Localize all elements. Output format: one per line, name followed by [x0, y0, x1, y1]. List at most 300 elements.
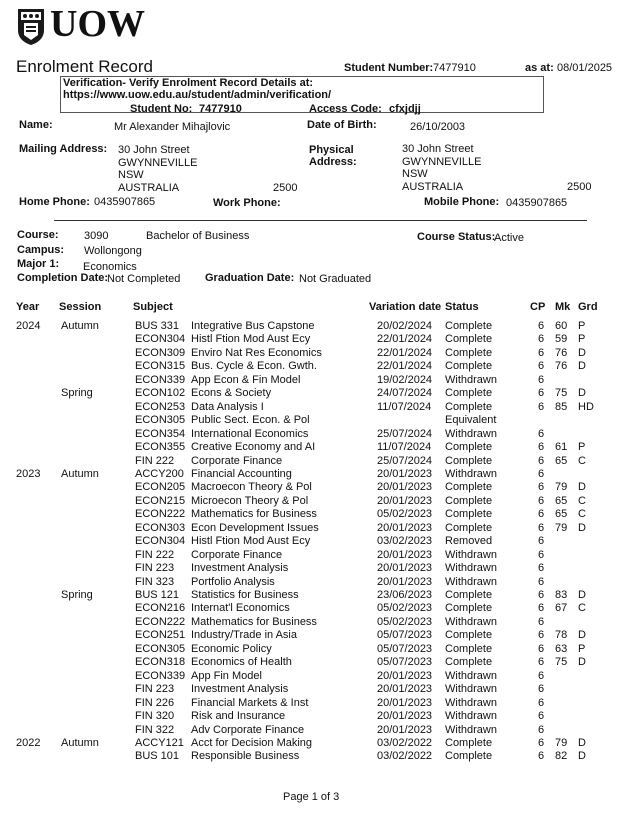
- cell-status: Complete: [445, 360, 493, 373]
- cell-grade: D: [578, 360, 586, 373]
- cell-variation-date: 20/01/2023: [377, 683, 433, 696]
- cell-status: Complete: [445, 656, 493, 669]
- cell-cp: 6: [538, 467, 545, 480]
- cell-subject-code: ECON216: [135, 602, 186, 615]
- table-row: [0, 589, 641, 602]
- header-subject: Subject: [133, 301, 173, 313]
- dob-value: 26/10/2003: [410, 121, 466, 133]
- cell-cp: 6: [538, 602, 545, 615]
- cell-cp: 6: [538, 750, 545, 763]
- cell-subject-code: ECON339: [135, 669, 186, 682]
- cell-cp: 6: [538, 441, 545, 454]
- cell-mark: 79: [555, 736, 568, 749]
- course-name: Bachelor of Business: [146, 230, 250, 242]
- home-phone-label: Home Phone:: [19, 196, 90, 208]
- cell-subject-code: ACCY200: [135, 467, 184, 480]
- cell-cp: 6: [538, 696, 545, 709]
- cell-mark: 65: [555, 494, 568, 507]
- cell-subject-name: Mathematics for Business: [191, 508, 317, 521]
- cell-status: Complete: [445, 642, 493, 655]
- completion-date-value: Not Completed: [107, 273, 181, 285]
- table-row: [0, 535, 641, 548]
- cell-variation-date: 20/01/2023: [377, 521, 433, 534]
- cell-subject-name: Histl Ftion Mod Aust Ecy: [191, 535, 311, 548]
- cell-subject-code: ECON253: [135, 400, 186, 413]
- cell-cp: 6: [538, 494, 545, 507]
- completion-date-label: Completion Date:: [17, 272, 109, 284]
- cell-cp: 6: [538, 481, 545, 494]
- cell-mark: 79: [555, 481, 568, 494]
- campus-value: Wollongong: [84, 245, 142, 257]
- cell-variation-date: 20/01/2023: [377, 723, 433, 736]
- cell-subject-code: ECON318: [135, 656, 186, 669]
- graduation-date-value: Not Graduated: [299, 273, 372, 285]
- cell-cp: 6: [538, 642, 545, 655]
- cell-grade: D: [578, 629, 586, 642]
- cell-cp: 6: [538, 535, 545, 548]
- cell-status: Complete: [445, 521, 493, 534]
- cell-variation-date: 05/07/2023: [377, 629, 433, 642]
- cell-subject-code: ECON355: [135, 441, 186, 454]
- cell-subject-code: ECON305: [135, 414, 186, 427]
- cell-subject-code: ECON304: [135, 333, 186, 346]
- cell-variation-date: 24/07/2024: [377, 387, 433, 400]
- table-row: [0, 481, 641, 494]
- cell-variation-date: 20/01/2023: [377, 467, 433, 480]
- cell-grade: D: [578, 656, 586, 669]
- cell-mark: 82: [555, 750, 568, 763]
- cell-variation-date: 25/07/2024: [377, 454, 433, 467]
- cell-subject-name: Public Sect. Econ. & Pol: [191, 414, 310, 427]
- cell-status: Complete: [445, 750, 493, 763]
- table-row: [0, 387, 641, 400]
- table-row: [0, 737, 641, 750]
- physical-address-label-2: Address:: [309, 156, 357, 168]
- cell-status: Withdrawn: [445, 723, 497, 736]
- cell-variation-date: 05/02/2023: [377, 602, 433, 615]
- cell-cp: 6: [538, 508, 545, 521]
- cell-subject-code: FIN 322: [135, 723, 175, 736]
- cell-session: Spring: [61, 387, 93, 400]
- cell-cp: 6: [538, 320, 545, 332]
- major-value: Economics: [83, 261, 137, 273]
- cell-subject-name: Bus. Cycle & Econ. Gwth.: [191, 360, 317, 373]
- cell-session: Autumn: [61, 467, 99, 480]
- cell-grade: P: [578, 320, 586, 332]
- cell-status: Complete: [445, 346, 493, 359]
- cell-subject-code: ECON303: [135, 521, 186, 534]
- cell-subject-name: Econs & Society: [191, 387, 272, 400]
- table-row: [0, 602, 641, 615]
- cell-grade: C: [578, 454, 586, 467]
- cell-cp: 6: [538, 615, 545, 628]
- cell-status: Removed: [445, 535, 493, 548]
- cell-subject-name: Investment Analysis: [191, 562, 289, 575]
- cell-subject-name: Statistics for Business: [191, 589, 299, 601]
- cell-mark: 78: [555, 629, 568, 642]
- table-row: [0, 522, 641, 535]
- cell-status: Complete: [445, 589, 493, 601]
- name-label: Name:: [19, 119, 53, 131]
- cell-cp: 6: [538, 683, 545, 696]
- cell-status: Complete: [445, 320, 493, 332]
- cell-status: Withdrawn: [445, 710, 497, 723]
- cell-subject-name: Histl Ftion Mod Aust Ecy: [191, 333, 311, 346]
- as-at-value: 08/01/2025: [557, 62, 613, 74]
- cell-subject-code: BUS 331: [135, 320, 180, 332]
- cell-status: Withdrawn: [445, 669, 497, 682]
- cell-status: Complete: [445, 400, 493, 413]
- cell-subject-code: ECON205: [135, 481, 186, 494]
- cell-cp: 6: [538, 333, 545, 346]
- table-row: [0, 549, 641, 562]
- cell-variation-date: 11/07/2024: [377, 400, 432, 413]
- cell-variation-date: 20/01/2023: [377, 481, 433, 494]
- cell-subject-name: Macroecon Theory & Pol: [191, 481, 312, 494]
- cell-variation-date: 20/01/2023: [377, 669, 433, 682]
- table-row: [0, 320, 641, 333]
- verification-student-no: 7477910: [199, 103, 242, 115]
- course-status-label: Course Status:: [417, 231, 496, 243]
- cell-cp: 6: [538, 669, 545, 682]
- cell-subject-code: FIN 223: [135, 683, 175, 696]
- cell-year: 2024: [16, 320, 41, 332]
- table-row: [0, 616, 641, 629]
- cell-variation-date: 20/01/2023: [377, 548, 433, 561]
- physical-address-label: Physical: [309, 144, 354, 156]
- cell-cp: 6: [538, 589, 545, 601]
- cell-subject-code: ACCY121: [135, 736, 184, 749]
- cell-cp: 6: [538, 736, 545, 749]
- mobile-phone-label: Mobile Phone:: [424, 196, 500, 208]
- table-row: [0, 629, 641, 642]
- cell-cp: 6: [538, 360, 545, 373]
- cell-cp: 6: [538, 387, 545, 400]
- mailing-postcode: 2500: [273, 182, 298, 194]
- cell-mark: 61: [555, 441, 568, 454]
- cell-subject-code: FIN 323: [135, 575, 175, 588]
- cell-status: Withdrawn: [445, 575, 497, 588]
- cell-variation-date: 22/01/2024: [377, 360, 433, 373]
- cell-subject-name: Creative Economy and AI: [191, 441, 316, 454]
- cell-status: Complete: [445, 736, 493, 749]
- cell-variation-date: 22/01/2024: [377, 346, 433, 359]
- cell-subject-name: Economic Policy: [191, 642, 272, 655]
- home-phone-value: 0435907865: [94, 196, 156, 208]
- cell-variation-date: 05/07/2023: [377, 642, 433, 655]
- uow-logo-text: UOW: [50, 3, 145, 45]
- cell-status: Withdrawn: [445, 467, 497, 480]
- cell-subject-name: Financial Markets & Inst: [191, 696, 309, 709]
- table-row: [0, 401, 641, 414]
- verification-student-no-label: Student No:: [130, 103, 193, 115]
- cell-cp: 6: [538, 346, 545, 359]
- header-year: Year: [16, 301, 40, 313]
- cell-cp: 6: [538, 656, 545, 669]
- cell-subject-name: Responsible Business: [191, 750, 300, 763]
- cell-status: Complete: [445, 602, 493, 615]
- cell-subject-code: FIN 226: [135, 696, 175, 709]
- cell-subject-code: ECON315: [135, 360, 186, 373]
- cell-cp: 6: [538, 710, 545, 723]
- cell-status: Withdrawn: [445, 562, 497, 575]
- mailing-address-label: Mailing Address:: [19, 143, 108, 155]
- table-row: [0, 683, 641, 696]
- cell-subject-name: Microecon Theory & Pol: [191, 494, 309, 507]
- cell-year: 2022: [16, 736, 41, 749]
- verification-text: Verification- Verify Enrolment Record Details at:: [63, 77, 314, 89]
- header-grd: Grd: [578, 301, 598, 313]
- cell-mark: 75: [555, 387, 568, 400]
- cell-subject-name: Investment Analysis: [191, 683, 289, 696]
- student-number-value: 7477910: [433, 62, 476, 74]
- cell-variation-date: 23/06/2023: [377, 589, 433, 601]
- cell-status: Complete: [445, 441, 493, 454]
- cell-status: Complete: [445, 508, 493, 521]
- cell-grade: D: [578, 346, 586, 359]
- cell-grade: C: [578, 602, 586, 615]
- cell-variation-date: 05/02/2023: [377, 508, 433, 521]
- cell-variation-date: 22/01/2024: [377, 333, 433, 346]
- cell-mark: 63: [555, 642, 568, 655]
- cell-cp: 6: [538, 373, 545, 386]
- cell-subject-name: Industry/Trade in Asia: [191, 629, 297, 642]
- cell-cp: 6: [538, 629, 545, 642]
- cell-cp: 6: [538, 562, 545, 575]
- cell-mark: 79: [555, 521, 568, 534]
- work-phone-label: Work Phone:: [213, 197, 281, 209]
- name-value: Mr Alexander Mihajlovic: [114, 121, 231, 133]
- cell-cp: 6: [538, 400, 545, 413]
- cell-status: Withdrawn: [445, 548, 497, 561]
- cell-mark: 60: [555, 320, 568, 332]
- cell-status: Complete: [445, 494, 493, 507]
- cell-grade: D: [578, 481, 586, 494]
- cell-subject-code: ECON215: [135, 494, 186, 507]
- physical-line-2: GWYNNEVILLE: [402, 156, 482, 168]
- page-indicator: Page 1 of 3: [283, 791, 340, 803]
- cell-status: Withdrawn: [445, 427, 497, 440]
- mailing-line-4: AUSTRALIA: [118, 182, 180, 194]
- cell-grade: HD: [578, 400, 594, 413]
- major-label: Major 1:: [17, 258, 60, 270]
- table-row: [0, 710, 641, 723]
- cell-subject-name: Portfolio Analysis: [191, 575, 275, 588]
- cell-subject-code: ECON304: [135, 535, 186, 548]
- cell-variation-date: 20/01/2023: [377, 696, 433, 709]
- header-mk: Mk: [555, 301, 571, 313]
- page-title: Enrolment Record: [16, 57, 154, 76]
- cell-variation-date: 20/01/2023: [377, 575, 433, 588]
- header-cp: CP: [530, 301, 546, 313]
- cell-grade: C: [578, 494, 586, 507]
- header-session: Session: [59, 301, 102, 313]
- cell-subject-name: Mathematics for Business: [191, 615, 317, 628]
- verification-url[interactable]: https://www.uow.edu.au/student/admin/verification/: [63, 89, 332, 101]
- table-row: [0, 428, 641, 441]
- cell-grade: P: [578, 441, 586, 454]
- cell-mark: 59: [555, 333, 568, 346]
- cell-cp: 6: [538, 521, 545, 534]
- cell-variation-date: 20/01/2023: [377, 562, 433, 575]
- cell-mark: 65: [555, 508, 568, 521]
- cell-subject-code: FIN 320: [135, 710, 175, 723]
- table-row: [0, 333, 641, 346]
- cell-cp: 6: [538, 454, 545, 467]
- cell-cp: 6: [538, 723, 545, 736]
- cell-subject-name: Acct for Decision Making: [191, 736, 313, 749]
- physical-line-3: NSW: [402, 168, 428, 180]
- cell-subject-name: App Econ & Fin Model: [191, 373, 301, 386]
- cell-grade: D: [578, 736, 586, 749]
- table-row: [0, 360, 641, 373]
- cell-status: Complete: [445, 629, 493, 642]
- table-row: [0, 455, 641, 468]
- cell-status: Withdrawn: [445, 696, 497, 709]
- cell-subject-code: BUS 101: [135, 750, 180, 763]
- as-at-label: as at:: [525, 62, 554, 74]
- cell-mark: 76: [555, 360, 568, 373]
- course-code: 3090: [84, 230, 109, 242]
- cell-subject-name: Enviro Nat Res Economics: [191, 346, 322, 359]
- cell-session: Autumn: [61, 736, 99, 749]
- access-code-value: cfxjdjj: [389, 103, 421, 115]
- physical-line-4: AUSTRALIA: [402, 181, 464, 193]
- table-header: [0, 301, 641, 314]
- cell-grade: D: [578, 589, 586, 601]
- cell-variation-date: 25/07/2024: [377, 427, 433, 440]
- cell-subject-name: Financial Accounting: [191, 467, 292, 480]
- cell-subject-code: BUS 121: [135, 589, 180, 601]
- cell-status: Complete: [445, 333, 493, 346]
- table-row: [0, 670, 641, 683]
- cell-mark: 67: [555, 602, 568, 615]
- graduation-date-label: Graduation Date:: [205, 272, 295, 284]
- cell-subject-code: FIN 222: [135, 548, 175, 561]
- cell-subject-code: ECON305: [135, 642, 186, 655]
- dob-label: Date of Birth:: [307, 119, 377, 131]
- cell-variation-date: 11/07/2024: [377, 441, 432, 454]
- cell-subject-code: ECON251: [135, 629, 186, 642]
- mailing-line-3: NSW: [118, 169, 144, 181]
- cell-cp: 6: [538, 575, 545, 588]
- cell-subject-code: ECON102: [135, 387, 186, 400]
- cell-session: Spring: [61, 589, 93, 601]
- table-row: [0, 750, 641, 763]
- table-row: [0, 656, 641, 669]
- cell-mark: 65: [555, 454, 568, 467]
- cell-subject-name: Data Analysis I: [191, 400, 264, 413]
- cell-variation-date: 05/07/2023: [377, 656, 433, 669]
- header-variation-date: Variation date: [369, 301, 442, 313]
- cell-variation-date: 03/02/2023: [377, 535, 433, 548]
- cell-subject-name: Economics of Health: [191, 656, 292, 669]
- table-row: [0, 724, 641, 737]
- cell-status: Complete: [445, 481, 493, 494]
- cell-status: Withdrawn: [445, 373, 497, 386]
- student-number-label: Student Number:: [344, 62, 434, 74]
- cell-cp: 6: [538, 427, 545, 440]
- divider: [54, 220, 587, 221]
- access-code-label: Access Code:: [309, 103, 382, 115]
- cell-subject-name: Adv Corporate Finance: [191, 723, 305, 736]
- cell-variation-date: 20/01/2023: [377, 710, 433, 723]
- cell-cp: 6: [538, 548, 545, 561]
- cell-subject-name: Risk and Insurance: [191, 710, 286, 723]
- cell-variation-date: 03/02/2022: [377, 736, 433, 749]
- mailing-line-1: 30 John Street: [118, 144, 190, 156]
- table-row: [0, 562, 641, 575]
- cell-status: Withdrawn: [445, 683, 497, 696]
- mailing-line-2: GWYNNEVILLE: [118, 157, 198, 169]
- cell-subject-name: International Economics: [191, 427, 309, 440]
- cell-session: Autumn: [61, 320, 99, 332]
- cell-mark: 85: [555, 400, 568, 413]
- cell-grade: P: [578, 642, 586, 655]
- cell-mark: 76: [555, 346, 568, 359]
- header-status: Status: [445, 301, 479, 313]
- cell-subject-code: ECON309: [135, 346, 186, 359]
- cell-grade: D: [578, 521, 586, 534]
- cell-variation-date: 03/02/2022: [377, 750, 433, 763]
- cell-subject-code: FIN 223: [135, 562, 175, 575]
- cell-subject-name: App Fin Model: [191, 669, 262, 682]
- uow-crest-icon: [17, 8, 45, 46]
- table-row: [0, 414, 641, 427]
- cell-variation-date: 05/02/2023: [377, 615, 433, 628]
- table-row: [0, 643, 641, 656]
- table-row: [0, 468, 641, 481]
- table-row: [0, 374, 641, 387]
- physical-line-1: 30 John Street: [402, 143, 474, 155]
- cell-variation-date: 19/02/2024: [377, 373, 433, 386]
- cell-mark: 75: [555, 656, 568, 669]
- cell-subject-code: ECON339: [135, 373, 186, 386]
- cell-subject-code: ECON354: [135, 427, 186, 440]
- course-status-value: Active: [494, 232, 524, 244]
- cell-subject-code: ECON222: [135, 508, 186, 521]
- cell-mark: 83: [555, 589, 568, 601]
- cell-status: Complete: [445, 387, 493, 400]
- cell-subject-code: FIN 222: [135, 454, 175, 467]
- cell-status: Withdrawn: [445, 615, 497, 628]
- table-row: [0, 441, 641, 454]
- cell-subject-name: Corporate Finance: [191, 548, 283, 561]
- course-label: Course:: [17, 229, 59, 241]
- table-row: [0, 347, 641, 360]
- cell-variation-date: 20/02/2024: [377, 320, 433, 332]
- cell-grade: D: [578, 387, 586, 400]
- cell-status: Equivalent: [445, 414, 497, 427]
- cell-grade: C: [578, 508, 586, 521]
- cell-subject-name: Econ Development Issues: [191, 521, 319, 534]
- table-row: [0, 576, 641, 589]
- cell-grade: D: [578, 750, 586, 763]
- cell-grade: P: [578, 333, 586, 346]
- cell-status: Complete: [445, 454, 493, 467]
- cell-variation-date: 20/01/2023: [377, 494, 433, 507]
- cell-year: 2023: [16, 467, 41, 480]
- campus-label: Campus:: [17, 244, 65, 256]
- table-row: [0, 697, 641, 710]
- cell-subject-name: Corporate Finance: [191, 454, 283, 467]
- table-row: [0, 508, 641, 521]
- mobile-phone-value: 0435907865: [506, 197, 568, 209]
- cell-subject-code: ECON222: [135, 615, 186, 628]
- physical-postcode: 2500: [567, 181, 592, 193]
- table-row: [0, 495, 641, 508]
- cell-subject-name: Integrative Bus Capstone: [191, 320, 315, 332]
